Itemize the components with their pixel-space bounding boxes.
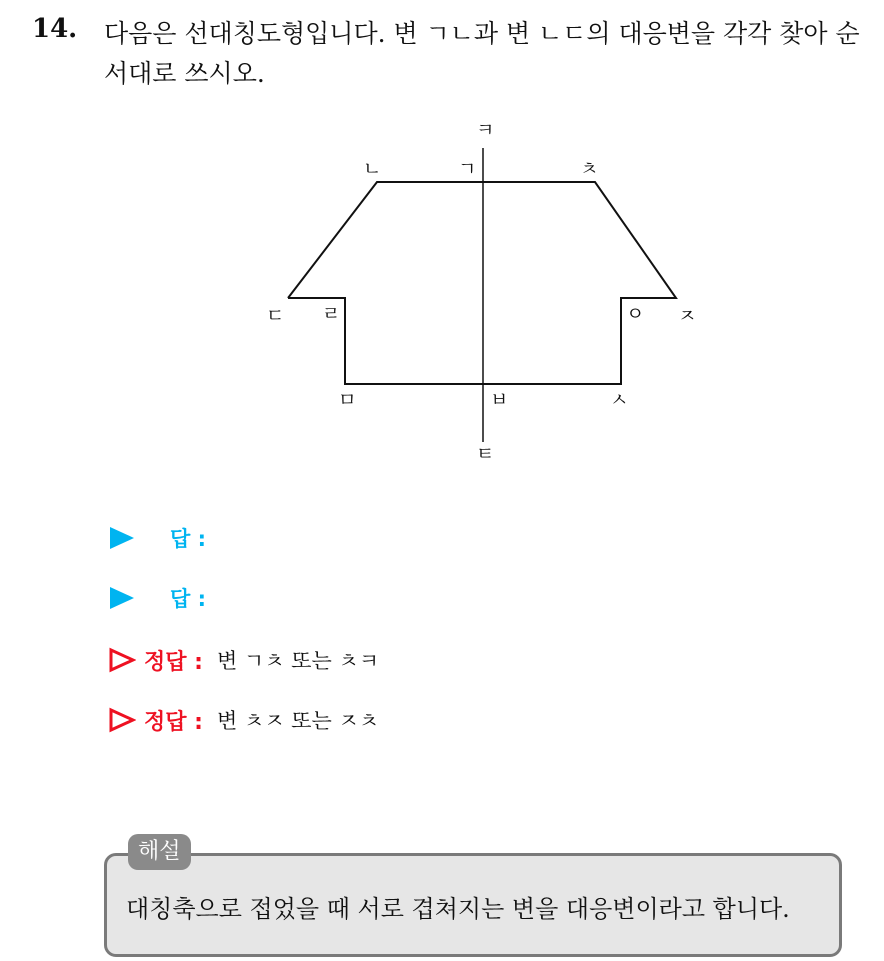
label-bottom-axis: ㅌ <box>476 443 495 465</box>
figure-outline <box>288 182 676 384</box>
symmetry-figure <box>250 112 720 472</box>
label-jieut: ㅈ <box>678 305 697 327</box>
label-giyeok: ㄱ <box>458 158 477 180</box>
correct-label: 정답 : <box>144 709 203 735</box>
explanation-text: 대칭축으로 접었을 때 서로 겹쳐지는 변을 대응변이라고 합니다. <box>126 895 790 923</box>
outline-triangle-icon <box>108 647 136 673</box>
question-text: 다음은 선대칭도형입니다. 변 ㄱㄴ과 변 ㄴㄷ의 대응변을 각각 찾아 순서대로 쓰시오. <box>104 19 860 88</box>
play-triangle-icon <box>108 585 136 611</box>
label-digeut: ㄷ <box>266 305 285 327</box>
explanation-tag: 해설 <box>128 834 191 870</box>
correct-label: 정답 : <box>144 649 203 675</box>
label-ieung: ㅇ <box>626 303 645 325</box>
outline-triangle-icon <box>108 707 136 733</box>
correct-row-2 <box>108 703 379 737</box>
label-siot: ㅅ <box>610 389 629 411</box>
correct-row-1 <box>108 643 379 677</box>
answer-row-1 <box>108 521 220 555</box>
label-bieup: ㅂ <box>490 389 509 411</box>
play-triangle-icon <box>108 525 136 551</box>
answer-label: 답 : <box>170 587 206 611</box>
label-rieul: ㄹ <box>322 303 341 325</box>
correct-value: 변 ㅊㅈ 또는 ㅈㅊ <box>216 709 379 733</box>
question-number: 14. <box>32 14 78 44</box>
label-top-axis: ㅋ <box>476 119 495 141</box>
correct-value: 변 ㄱㅊ 또는 ㅊㅋ <box>216 649 379 673</box>
figure-svg <box>250 112 720 472</box>
answer-label: 답 : <box>170 527 206 551</box>
label-nieun: ㄴ <box>363 158 382 180</box>
answer-row-2 <box>108 581 220 615</box>
label-chieut: ㅊ <box>580 158 599 180</box>
label-mieum: ㅁ <box>338 389 357 411</box>
